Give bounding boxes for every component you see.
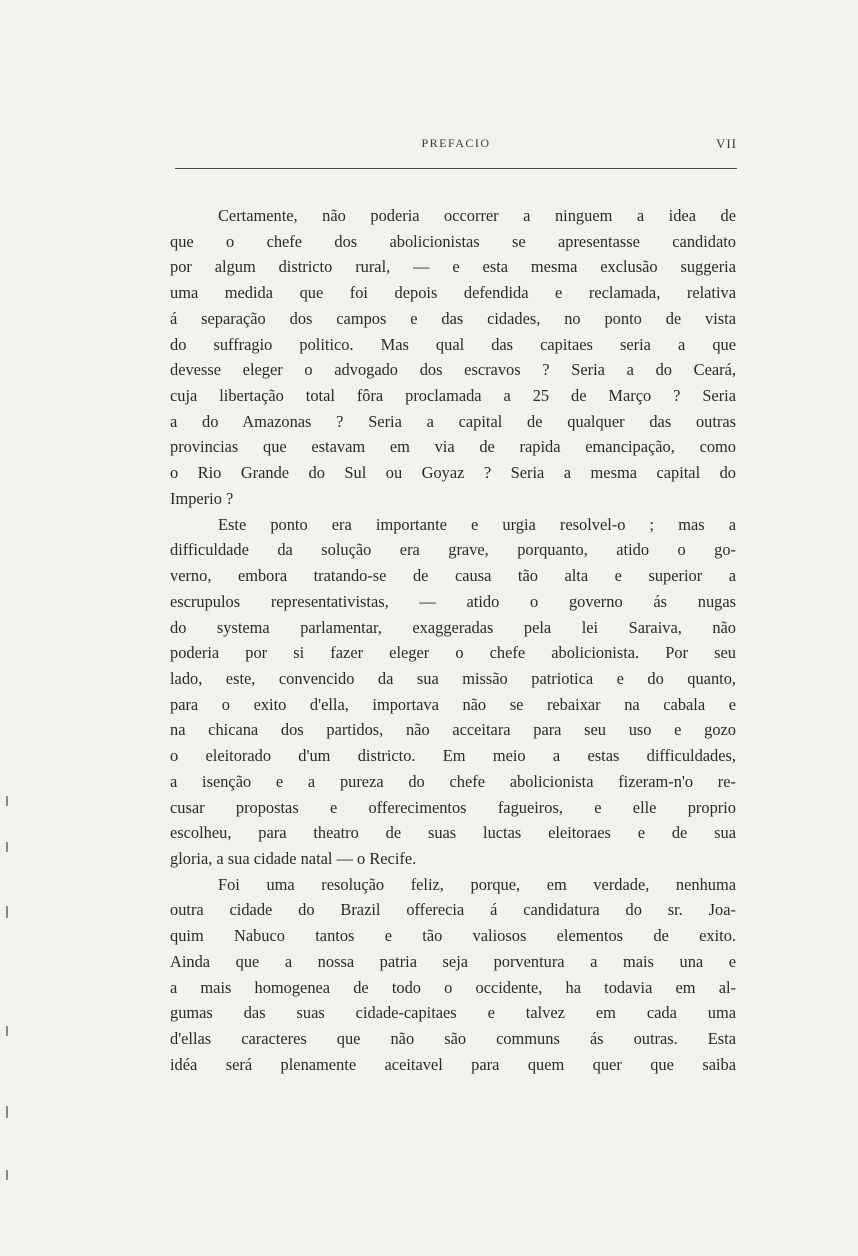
text-line: Ainda que a nossa patria seja porventura a mais una e [170,951,736,971]
text-line: do systema parlamentar, exaggeradas pela lei Saraiva, não [170,617,736,637]
text-line: Este ponto era importante e urgia resolvel-o ; mas a [218,514,736,534]
text-line: provincias que estavam em via de rapida emancipação, como [170,437,736,457]
text-line: gumas das suas cidade-capitaes e talvez em cada uma [170,1003,736,1023]
text-line: quim Nabuco tantos e tão valiosos elementos de exito. [170,926,736,946]
scan-speck [6,1026,8,1036]
text-line: escrupulos representativistas, — atido o governo ás nugas [170,591,736,611]
scan-speck [6,796,8,806]
text-line: verno, embora tratando-se de causa tão alta e superior a [170,566,736,586]
text-line: Imperio ? [170,488,234,508]
text-line: a isenção e a pureza do chefe abolicionista fizeram-n'o re- [170,771,736,791]
text-line: a do Amazonas ? Seria a capital de qualquer das outras [170,411,736,431]
running-header-title: PREFACIO [421,136,491,150]
page-number: VII [715,136,737,151]
text-line: d'ellas caracteres que não são communs ás outras. Esta [170,1029,736,1048]
text-line: cusar propostas e offerecimentos fagueiros, e elle proprio [170,797,736,817]
text-line: idéa será plenamente aceitavel para quem quer que saiba [170,1054,736,1074]
text-line: difficuldade da solução era grave, porquanto, atido o go- [170,540,736,560]
header-rule [175,168,737,169]
text-line: poderia por si fazer eleger o chefe abolicionista. Por seu [170,643,736,663]
running-header [175,136,737,156]
text-line: Foi uma resolução feliz, porque, em verdade, nenhuma [218,874,736,894]
scan-speck [6,1106,8,1118]
text-line: para o exito d'ella, importava não se rebaixar na cabala e [170,694,736,714]
scan-speck [6,1170,8,1180]
text-line: lado, este, convencido da sua missão patriotica e do quanto, [170,668,736,688]
text-line: o eleitorado d'um districto. Em meio a estas difficuldades, [170,746,736,766]
text-line: por algum districto rural, — e esta mesma exclusão suggeria [170,257,736,277]
text-line: gloria, a sua cidade natal — o Recife. [170,848,417,868]
text-line: Certamente, não poderia occorrer a ninguem a idea de [218,206,736,225]
text-line: escolheu, para theatro de suas luctas eleitoraes e de sua [170,823,736,843]
text-line: a mais homogenea de todo o occidente, ha todavia em al- [170,977,736,997]
text-line: uma medida que foi depois defendida e reclamada, relativa [170,283,736,303]
text-line: do suffragio politico. Mas qual das capitaes seria a que [170,334,736,354]
text-line: na chicana dos partidos, não acceitara para seu uso e gozo [170,720,736,740]
body-text [170,203,736,1077]
text-line: cuja libertação total fôra proclamada a 25 de Março ? Seria [170,386,736,406]
text-line: outra cidade do Brazil offerecia á candidatura do sr. Joa- [170,900,736,920]
text-line: o Rio Grande do Sul ou Goyaz ? Seria a mesma capital do [170,463,736,483]
text-line: devesse eleger o advogado dos escravos ? Seria a do Ceará, [170,360,736,380]
text-line: á separação dos campos e das cidades, no ponto de vista [170,308,736,328]
scan-speck [6,842,8,852]
scan-speck [6,906,8,918]
text-line: que o chefe dos abolicionistas se apresentasse candidato [170,231,736,251]
